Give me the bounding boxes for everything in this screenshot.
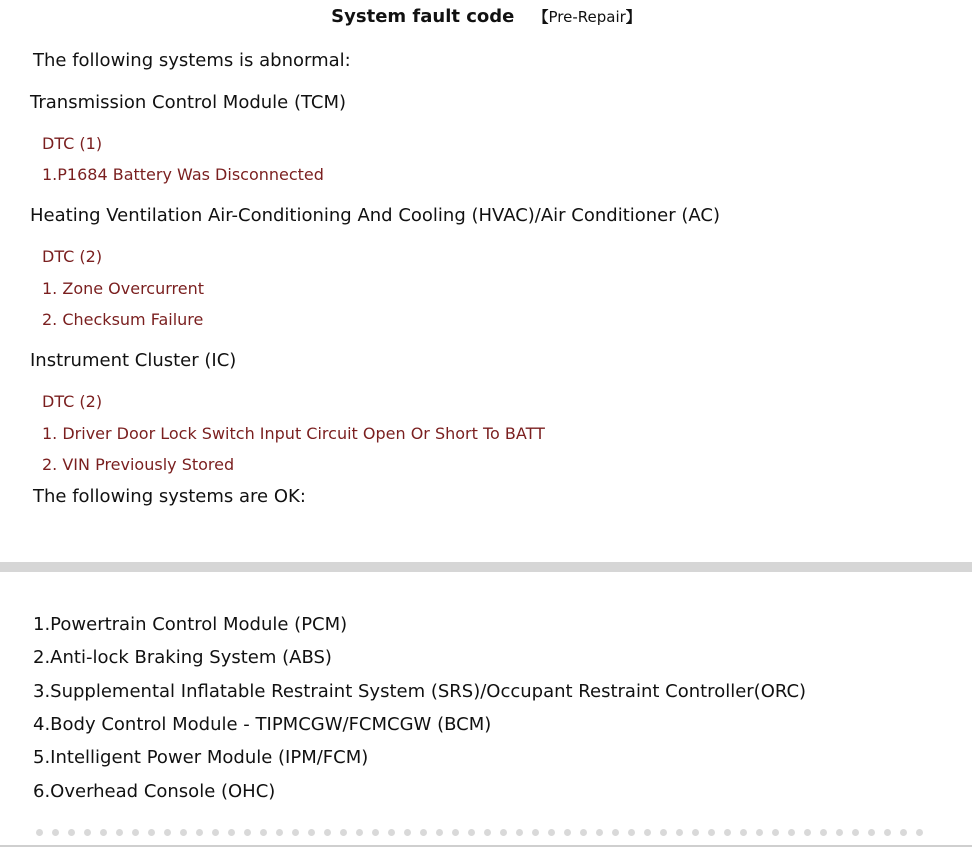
separator-dot bbox=[836, 829, 843, 836]
separator-dot bbox=[100, 829, 107, 836]
abnormal-intro: The following systems is abnormal: bbox=[33, 50, 351, 71]
separator-dot bbox=[436, 829, 443, 836]
separator-dot bbox=[516, 829, 523, 836]
separator-dot bbox=[468, 829, 475, 836]
separator-dot bbox=[660, 829, 667, 836]
separator-dot bbox=[196, 829, 203, 836]
separator-dot bbox=[756, 829, 763, 836]
ok-system-item: 5.Intelligent Power Module (IPM/FCM) bbox=[33, 747, 369, 768]
separator-dot bbox=[308, 829, 315, 836]
separator-dot bbox=[788, 829, 795, 836]
separator-dot bbox=[452, 829, 459, 836]
separator-dot bbox=[724, 829, 731, 836]
separator-dot bbox=[708, 829, 715, 836]
separator-dot bbox=[388, 829, 395, 836]
ok-system-item: 4.Body Control Module - TIPMCGW/FCMCGW (BCM) bbox=[33, 714, 492, 735]
badge-open-bracket: 【 bbox=[533, 8, 549, 26]
separator-dot bbox=[52, 829, 59, 836]
separator-dot bbox=[900, 829, 907, 836]
separator-dot bbox=[612, 829, 619, 836]
separator-dot bbox=[804, 829, 811, 836]
separator-dot bbox=[868, 829, 875, 836]
separator-dot bbox=[340, 829, 347, 836]
separator-dot bbox=[116, 829, 123, 836]
separator-dot bbox=[148, 829, 155, 836]
separator-dot bbox=[84, 829, 91, 836]
separator-dot bbox=[260, 829, 267, 836]
separator-dot bbox=[276, 829, 283, 836]
separator-dot bbox=[228, 829, 235, 836]
separator-dot bbox=[324, 829, 331, 836]
separator-dot bbox=[244, 829, 251, 836]
separator-dot bbox=[628, 829, 635, 836]
section-divider bbox=[0, 562, 972, 572]
separator-dot bbox=[404, 829, 411, 836]
separator-dot bbox=[564, 829, 571, 836]
dtc-count-hvac: DTC (2) bbox=[42, 247, 103, 266]
dtc-code-item: 1. Zone Overcurrent bbox=[42, 279, 205, 298]
ok-system-item: 3.Supplemental Inflatable Restraint System (SRS)/Occupant Restraint Controller(ORC) bbox=[33, 681, 807, 702]
separator-dot bbox=[580, 829, 587, 836]
page-title: System fault code bbox=[331, 6, 515, 27]
separator-dot bbox=[532, 829, 539, 836]
dotted-separator bbox=[36, 829, 923, 836]
dtc-code-item: 1.P1684 Battery Was Disconnected bbox=[42, 165, 324, 184]
separator-dot bbox=[372, 829, 379, 836]
badge-label: Pre-Repair bbox=[548, 8, 626, 26]
separator-dot bbox=[676, 829, 683, 836]
separator-dot bbox=[132, 829, 139, 836]
separator-dot bbox=[692, 829, 699, 836]
separator-dot bbox=[36, 829, 43, 836]
separator-dot bbox=[820, 829, 827, 836]
ok-system-item: 2.Anti-lock Braking System (ABS) bbox=[33, 647, 332, 668]
separator-dot bbox=[740, 829, 747, 836]
pre-repair-badge bbox=[533, 8, 640, 26]
dtc-code-item: 2. VIN Previously Stored bbox=[42, 455, 235, 474]
separator-dot bbox=[356, 829, 363, 836]
separator-dot bbox=[68, 829, 75, 836]
dtc-code-item: 1. Driver Door Lock Switch Input Circuit Open Or Short To BATT bbox=[42, 424, 545, 443]
separator-dot bbox=[164, 829, 171, 836]
ok-intro: The following systems are OK: bbox=[33, 486, 306, 507]
separator-dot bbox=[596, 829, 603, 836]
system-name-tcm: Transmission Control Module (TCM) bbox=[30, 92, 347, 113]
separator-dot bbox=[180, 829, 187, 836]
report-header bbox=[0, 6, 972, 27]
dtc-count-ic: DTC (2) bbox=[42, 392, 103, 411]
system-name-hvac: Heating Ventilation Air-Conditioning And Cooling (HVAC)/Air Conditioner (AC) bbox=[30, 205, 720, 226]
system-name-ic: Instrument Cluster (IC) bbox=[30, 350, 237, 371]
separator-dot bbox=[772, 829, 779, 836]
separator-dot bbox=[916, 829, 923, 836]
ok-system-item: 1.Powertrain Control Module (PCM) bbox=[33, 614, 348, 635]
separator-dot bbox=[500, 829, 507, 836]
separator-dot bbox=[292, 829, 299, 836]
badge-close-bracket: 】 bbox=[625, 8, 641, 26]
separator-dot bbox=[852, 829, 859, 836]
separator-dot bbox=[420, 829, 427, 836]
separator-dot bbox=[884, 829, 891, 836]
dtc-code-item: 2. Checksum Failure bbox=[42, 310, 204, 329]
bottom-border bbox=[0, 845, 972, 847]
separator-dot bbox=[212, 829, 219, 836]
separator-dot bbox=[548, 829, 555, 836]
separator-dot bbox=[644, 829, 651, 836]
separator-dot bbox=[484, 829, 491, 836]
ok-system-item: 6.Overhead Console (OHC) bbox=[33, 781, 276, 802]
dtc-count-tcm: DTC (1) bbox=[42, 134, 103, 153]
